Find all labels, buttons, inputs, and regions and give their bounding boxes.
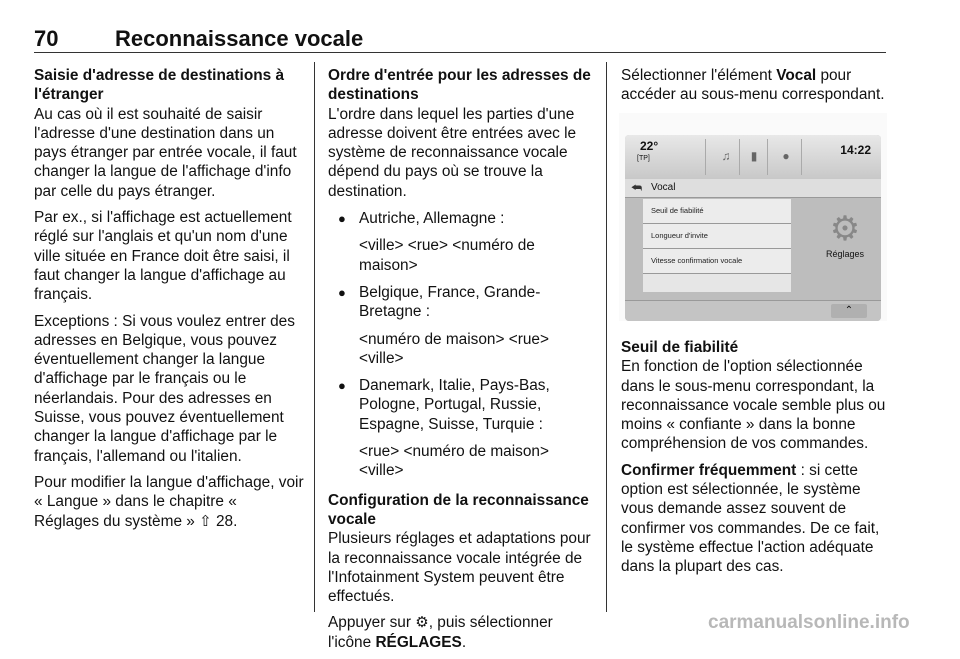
column-divider-1 [314,62,315,612]
section-heading-configuration: Configuration de la reconnaissance vocale [328,491,589,528]
paragraph [328,613,594,652]
list-item [328,376,594,480]
paragraph: En fonction de l'option sélectionnée dans le sous-menu correspondant, la reconnaissance vocale semble plus ou moins « confiante » dans la bonne compréhension de vos commandes. [621,358,886,453]
screen-top-bar [625,135,881,179]
infotainment-screenshot [619,113,887,321]
column-3 [621,66,889,112]
list-item-countries: Belgique, France, Grande-Bretagne : [359,283,541,321]
section-heading-confidence: Seuil de fiabilité [621,339,739,356]
page-reference-link[interactable]: 28. [215,512,238,530]
list-item-order: <rue> <numéro de maison> <ville> [359,443,549,480]
column-1 [34,66,304,538]
list-item-order: <ville> <rue> <numéro de maison> [359,237,535,274]
music-note-icon[interactable]: ♫ [721,149,731,163]
back-arrow-icon[interactable]: ⮪ [631,181,643,195]
top-bar-separator [801,139,802,175]
section-heading-entry-order: Ordre d'entrée pour les adresses de destinations [328,67,591,104]
paragraph-text: pour accéder au sous-menu correspondant. [621,67,885,104]
list-item-countries: Danemark, Italie, Pays-Bas, Pologne, Portugal, Russie, Espagne, Suisse, Turquie : [359,377,550,433]
paragraph-text: Sélectionner l'élément [621,67,772,84]
list-item-countries: Autriche, Allemagne : [359,210,505,228]
menu-item-confirmation-speed[interactable]: Vitesse confirmation vocale [643,249,791,274]
watermark: carmanualsonline.info [708,612,910,633]
paragraph [621,66,889,105]
paragraph: L'ordre dans lequel les parties d'une adresse doivent être entrées avec le système de reconnaissance vocale dépend du pays où se trouve la destination. [328,105,577,200]
screen-bottom-bar [625,300,881,321]
vocal-settings-menu [643,199,791,292]
infotainment-screen [625,135,881,321]
settings-gear-icon: ⚙ [829,210,861,248]
paragraph: Plusieurs réglages et adaptations pour la reconnaissance vocale intégrée de l'Infotainment System peuvent être effectués. [328,530,591,606]
phone-icon[interactable]: ▮ [750,149,758,163]
paragraph [34,473,304,531]
paragraph-text: Appuyer sur [328,614,411,632]
top-bar-separator [767,139,768,175]
header-rule [34,52,886,53]
top-bar-separator [739,139,740,175]
paragraph-text: Pour modifier la langue d'affichage, voir « Langue » dans le chapitre « Réglages du système » [34,473,304,530]
vocal-header [625,179,881,198]
top-bar-separator [705,139,706,175]
record-icon[interactable]: ● [782,149,790,163]
column-divider-2 [606,62,607,612]
settings-label: Réglages [825,249,865,259]
section-heading-foreign-address: Saisie d'adresse de destinations à l'étranger [34,67,285,104]
menu-item-prompt-length[interactable]: Longueur d'invite [643,224,791,249]
page-number: 70 [34,26,59,51]
settings-button[interactable] [815,209,875,259]
temperature: 22° [640,139,659,153]
list-item [328,209,594,275]
option-term: Confirmer fréquemment [621,461,797,479]
list-item [328,283,594,368]
list-item-order: <numéro de maison> <rue> <ville> [359,330,549,367]
settings-term: RÉGLAGES [375,633,462,651]
paragraph: Par ex., si l'affichage est actuellement réglé sur l'anglais et qu'un nom d'une ville située en France doit être saisi, il faut changer la langue d'affichage au français. [34,209,292,304]
settings-gear-icon: ⚙ [415,614,429,632]
column-3-lower [621,338,889,584]
paragraph-text: . [461,633,467,651]
country-order-list [328,209,594,481]
column-2 [328,66,594,659]
tp-indicator: [TP] [637,155,650,162]
page-ref-arrow-icon: ⇧ [199,512,212,530]
paragraph [621,461,889,577]
paragraph-text: , puis sélectionner l'icône [328,614,553,651]
vocal-section-title: Vocal [651,182,676,193]
menu-spacer [643,274,791,292]
paragraph: Au cas où il est souhaité de saisir l'adresse d'une destination dans un pays étranger par entrée vocale, il faut changer la langue de l'affichage d'info par celle du pays étranger. [34,105,297,200]
paragraph: Exceptions : Si vous voulez entrer des adresses en Belgique, vous pouvez éventuellement changer la langue d'affichage par le français ou le néerlandais. Pour des adresses en Suisse, vous pouvez éventuellement changer la langue d'affichage par le français, l'allemand ou l'italien. [34,312,295,465]
vocal-term: Vocal [776,67,817,84]
clock: 14:22 [840,143,871,157]
menu-item-confidence[interactable]: Seuil de fiabilité [643,199,791,224]
page-title: Reconnaissance vocale [115,26,364,51]
chevron-up-icon[interactable]: ⌃ [831,304,867,318]
paragraph-text: : si cette option est sélectionnée, le système vous demande assez souvent de confirmer vos commandes. De ce fait, le système effectue l'action adéquate dans la plupart des cas. [621,461,880,576]
